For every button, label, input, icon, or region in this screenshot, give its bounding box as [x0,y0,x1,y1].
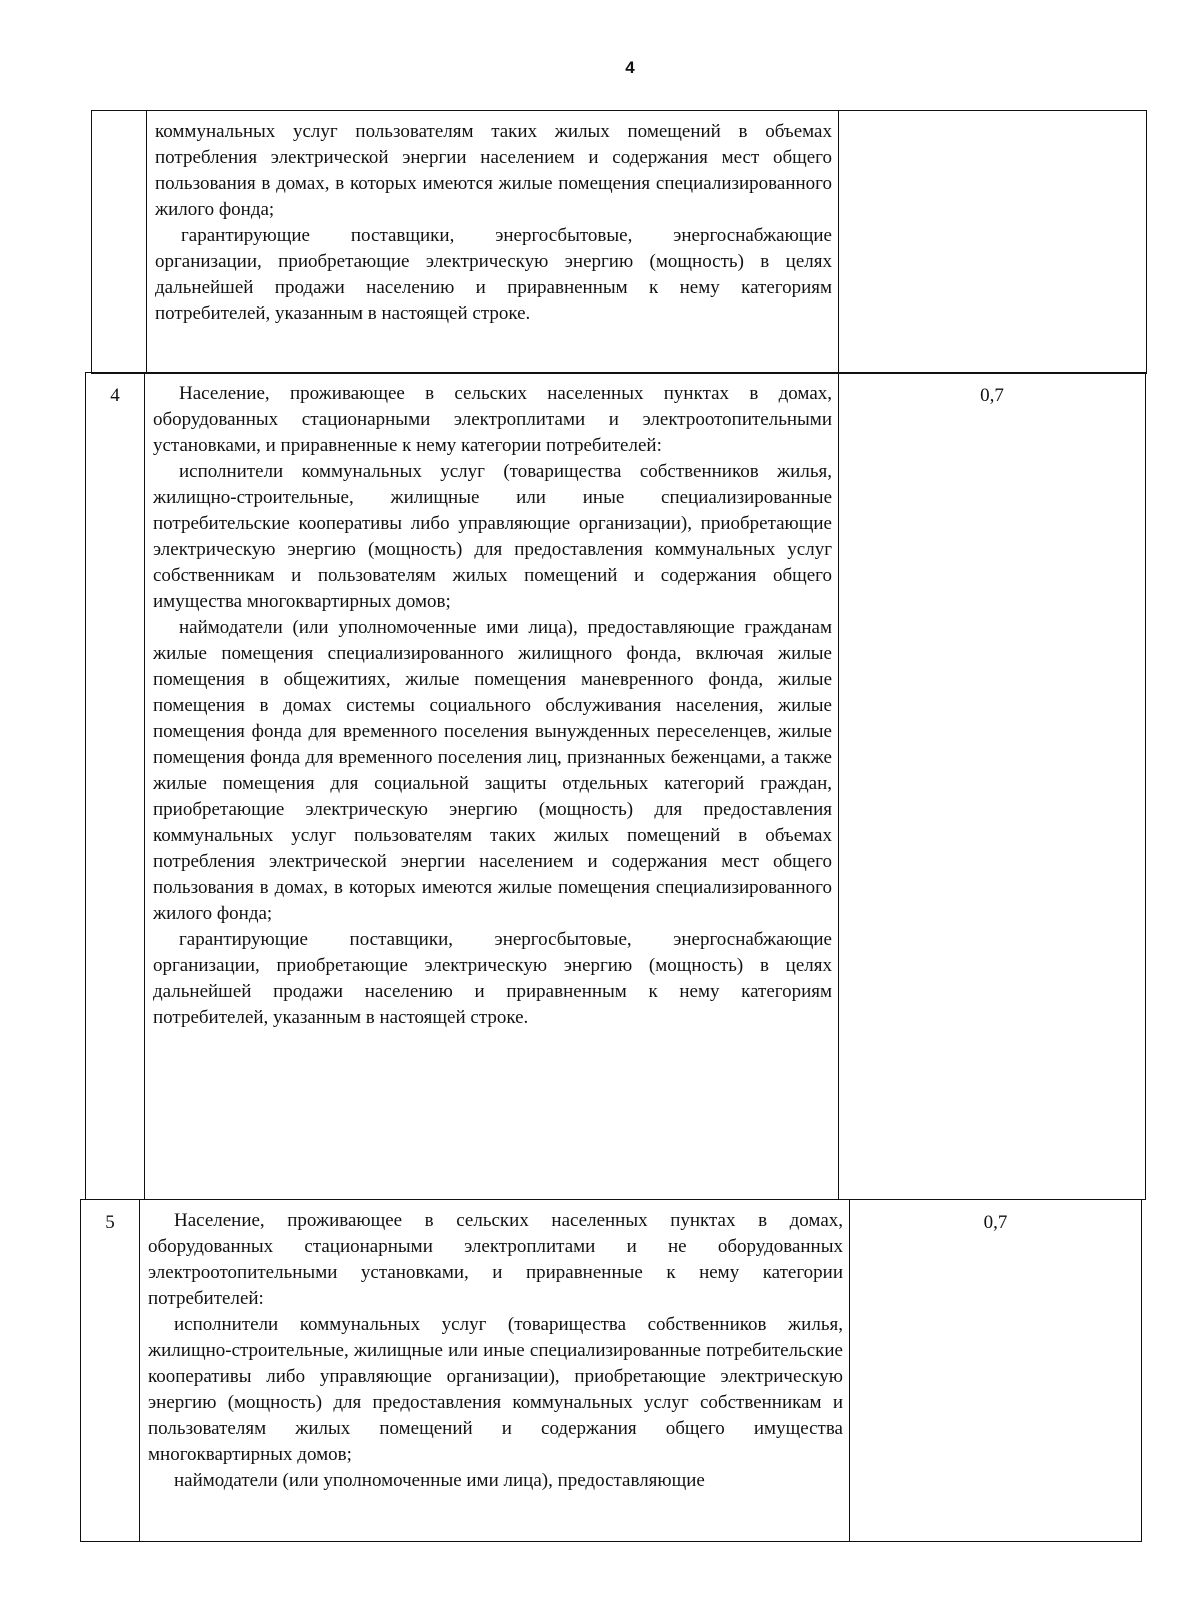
row-coefficient-cell: 0,7 [839,373,1146,1200]
paragraph: коммунальных услуг пользователям таких жилых помещений в объемах потребления электрической энергии населением и содержания мест общего пользования в домах, в которых имеются жилые помещения специализированного жилого фонда; [155,121,832,220]
paragraph: наймодатели (или уполномоченные ими лица), предоставляющие гражданам жилые помещения специализированного жилищного фонда, включая жилые помещения в общежитиях, жилые помещения маневренного фонда, жилые помещения в домах системы социального обслуживания населения, жилые помещения фонда для временного поселения вынужденных переселенцев, жилые помещения фонда для временного поселения лиц, признанных беженцами, а также жилые помещения для социальной защиты отдельных категорий граждан, приобретающие электрическую энергию (мощность) для предоставления коммунальных услуг пользователям таких жилых помещений в объемах потребления электрической энергии населением и содержания мест общего пользования в домах, в которых имеются жилые помещения специализированного жилого фонда; [153,617,832,924]
row-coefficient-cell [839,111,1147,374]
paragraph: гарантирующие поставщики, энергосбытовые, энергоснабжающие организации, приобретающие электрическую энергию (мощность) в целях дальнейшей продажи населению и приравненным к нему категориям потребителей, указанным в настоящей строке. [155,225,832,324]
table-row [92,111,1147,374]
table-row [81,1200,1142,1542]
row-number-cell [92,111,147,374]
tariff-table-segment-2 [85,372,1146,1200]
row-description-cell [140,1200,850,1542]
row-number-cell: 5 [81,1200,140,1542]
row-description-cell [147,111,839,374]
row-coefficient-cell: 0,7 [850,1200,1142,1542]
paragraph: наймодатели (или уполномоченные ими лица), предоставляющие [174,1470,705,1491]
paragraph: гарантирующие поставщики, энергосбытовые, энергоснабжающие организации, приобретающие электрическую энергию (мощность) в целях дальнейшей продажи населению и приравненным к нему категориям потребителей, указанным в настоящей строке. [153,929,832,1028]
table-row [86,373,1146,1200]
paragraph: Население, проживающее в сельских населенных пунктах в домах, оборудованных стационарными электроплитами и не оборудованных электроотопительными установками, и приравненные к нему категории потребителей: [148,1210,843,1309]
paragraph: исполнители коммунальных услуг (товарищества собственников жилья, жилищно-строительные, жилищные или иные специализированные потребительские кооперативы либо управляющие организации), приобретающие электрическую энергию (мощность) для предоставления коммунальных услуг собственникам и пользователям жилых помещений и содержания общего имущества многоквартирных домов; [153,461,832,612]
row-description-cell [145,373,839,1200]
row-number-cell: 4 [86,373,145,1200]
tariff-table-segment-1 [91,110,1147,374]
page-number: 4 [625,58,635,77]
paragraph: исполнители коммунальных услуг (товарищества собственников жилья, жилищно-строительные, жилищные или иные специализированные потребительские кооперативы либо управляющие организации), приобретающие электрическую энергию (мощность) для предоставления коммунальных услуг собственникам и пользователям жилых помещений и содержания общего имущества многоквартирных домов; [148,1314,843,1465]
paragraph: Население, проживающее в сельских населенных пунктах в домах, оборудованных стационарными электроплитами и электроотопительными установками, и приравненные к нему категории потребителей: [153,383,832,456]
tariff-table-segment-3 [80,1199,1142,1542]
